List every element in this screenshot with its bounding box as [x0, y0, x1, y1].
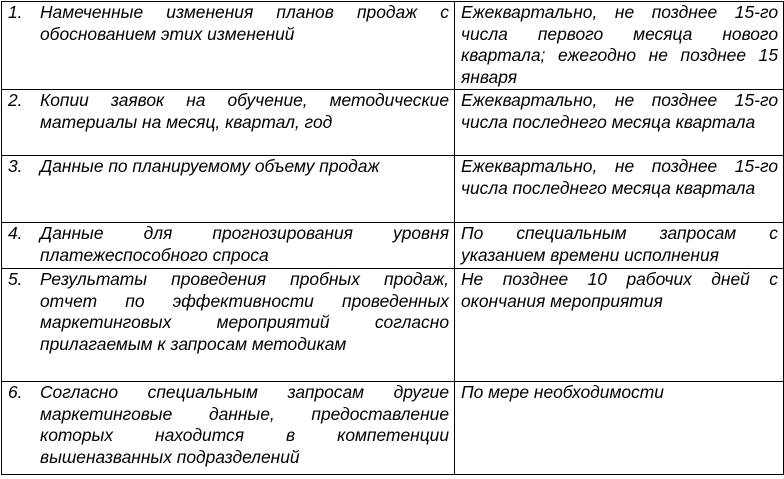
term-cell: По мере необходимости	[455, 382, 784, 475]
table-row	[2, 382, 784, 475]
item-cell	[2, 90, 455, 156]
term-cell: Не позднее 10 рабочих дней с окончания мероприятия	[455, 269, 784, 382]
row-number: 3.	[8, 156, 23, 176]
item-cell	[2, 223, 455, 269]
item-cell	[2, 269, 455, 382]
item-cell	[2, 156, 455, 223]
item-text: Результаты проведения пробных продаж, отчет по эффективности проведенных маркетинговых мероприятий согласно прилагаемым к запросам методикам	[40, 269, 449, 354]
item-text: Данные по планируемому объему продаж	[40, 156, 380, 176]
item-cell	[2, 2, 455, 90]
row-number: 5.	[8, 269, 23, 289]
table-row	[2, 223, 784, 269]
reporting-schedule-table	[1, 1, 784, 475]
table-row	[2, 156, 784, 223]
table-row	[2, 269, 784, 382]
term-cell: Ежеквартально, не позднее 15-го числа первого месяца нового квартала; ежегодно не позднее 15 января	[455, 2, 784, 90]
item-text: Копии заявок на обучение, методические материалы на месяц, квартал, год	[40, 90, 449, 132]
item-cell	[2, 382, 455, 475]
table-row	[2, 90, 784, 156]
item-text: Данные для прогнозирования уровня платежеспособного спроса	[40, 223, 449, 265]
row-number: 2.	[8, 90, 23, 110]
term-cell: Ежеквартально, не позднее 15-го числа последнего месяца квартала	[455, 90, 784, 156]
term-cell: По специальным запросам с указанием времени исполнения	[455, 223, 784, 269]
item-text: Намеченные изменения планов продаж с обоснованием этих изменений	[40, 2, 449, 44]
row-number: 1.	[8, 2, 23, 22]
table-row	[2, 2, 784, 90]
row-number: 4.	[8, 223, 23, 243]
row-number: 6.	[8, 382, 23, 402]
item-text: Согласно специальным запросам другие маркетинговые данные, предоставление которых находится в компетенции вышеназванных подразделений	[40, 382, 449, 467]
term-cell: Ежеквартально, не позднее 15-го числа последнего месяца квартала	[455, 156, 784, 223]
